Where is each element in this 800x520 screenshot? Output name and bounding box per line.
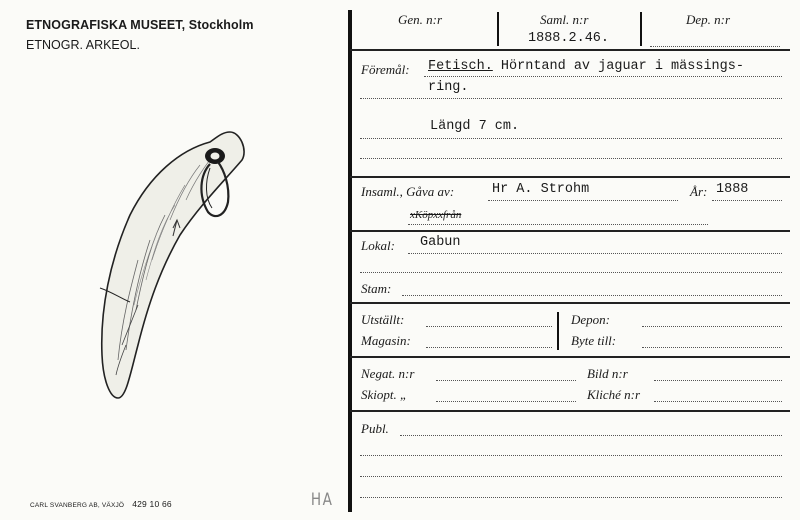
negat-label: Negat. n:r xyxy=(361,366,415,381)
kliche-label: Kliché n:r xyxy=(587,387,641,402)
foremal-rule xyxy=(350,176,790,178)
insaml-value: Hr A. Strohm xyxy=(492,182,590,197)
year-value: 1888 xyxy=(716,182,749,197)
byte-label: Byte till: xyxy=(571,333,617,348)
bild-label: Bild n:r xyxy=(587,366,628,381)
depon-label: Depon: xyxy=(571,312,610,327)
insaml-rule xyxy=(350,230,790,232)
foremal-text-line1 xyxy=(428,59,744,74)
publ-line4 xyxy=(360,497,782,498)
magasin-label: Magasin: xyxy=(361,333,411,348)
header-divider-1 xyxy=(497,12,499,46)
stam-label: Stam: xyxy=(361,281,392,296)
stam-line xyxy=(402,295,782,296)
foremal-line4 xyxy=(360,158,782,159)
negat-line xyxy=(436,380,576,381)
card-left-border xyxy=(348,10,352,512)
foremal-label: Föremål: xyxy=(361,62,410,77)
foremal-text-line2: ring. xyxy=(428,80,469,95)
insaml-label: Insaml., Gåva av: xyxy=(361,184,455,199)
struck-kop-fran: xKöpxxfrån xyxy=(410,209,462,221)
jaguar-tooth-drawing xyxy=(60,120,270,410)
foremal-line2 xyxy=(360,98,782,99)
pencil-note: HA xyxy=(310,490,334,510)
skiopt-line xyxy=(436,401,576,402)
header-rule xyxy=(350,49,790,51)
museum-name: ETNOGRAFISKA MUSEET, Stockholm xyxy=(26,18,254,32)
dep-nr-line xyxy=(650,46,780,47)
magasin-line xyxy=(426,347,552,348)
negat-rule xyxy=(350,410,790,412)
header-divider-2 xyxy=(640,12,642,46)
printer-name: CARL SVANBERG AB, VÄXJÖ xyxy=(30,502,125,509)
foremal-line1 xyxy=(424,76,782,77)
year-label: År: xyxy=(690,184,708,199)
foremal-length: Längd 7 cm. xyxy=(430,119,520,134)
dep-nr-label: Dep. n:r xyxy=(686,12,731,27)
department: ETNOGR. ARKEOL. xyxy=(26,38,140,52)
depon-line xyxy=(642,326,782,327)
publ-line3 xyxy=(360,476,782,477)
utstallt-line xyxy=(426,326,552,327)
saml-nr-value: 1888.2.46. xyxy=(528,31,610,46)
foremal-word: Fetisch. xyxy=(428,59,493,74)
lokal-value: Gabun xyxy=(420,235,461,250)
kop-line xyxy=(408,224,708,225)
kliche-line xyxy=(654,401,782,402)
foremal-desc: Hörntand av jaguar i mässings- xyxy=(500,59,744,74)
lokal-label: Lokal: xyxy=(361,238,395,253)
saml-nr-label: Saml. n:r xyxy=(540,12,589,27)
stam-rule xyxy=(350,302,790,304)
gen-nr-label: Gen. n:r xyxy=(398,12,443,27)
year-line xyxy=(712,200,782,201)
printer-imprint xyxy=(30,499,172,509)
skiopt-label: Skiopt. „ xyxy=(361,387,408,402)
lokal-line1 xyxy=(408,253,782,254)
publ-line2 xyxy=(360,455,782,456)
insaml-line xyxy=(488,200,678,201)
publ-line1 xyxy=(400,435,782,436)
foremal-line3 xyxy=(360,138,782,139)
bild-line xyxy=(654,380,782,381)
utstallt-label: Utställt: xyxy=(361,312,405,327)
publ-label: Publ. xyxy=(361,421,389,436)
lokal-line2 xyxy=(360,272,782,273)
byte-line xyxy=(642,347,782,348)
magasin-rule xyxy=(350,356,790,358)
printer-code: 429 10 66 xyxy=(132,499,172,509)
utstallt-divider xyxy=(557,312,559,350)
